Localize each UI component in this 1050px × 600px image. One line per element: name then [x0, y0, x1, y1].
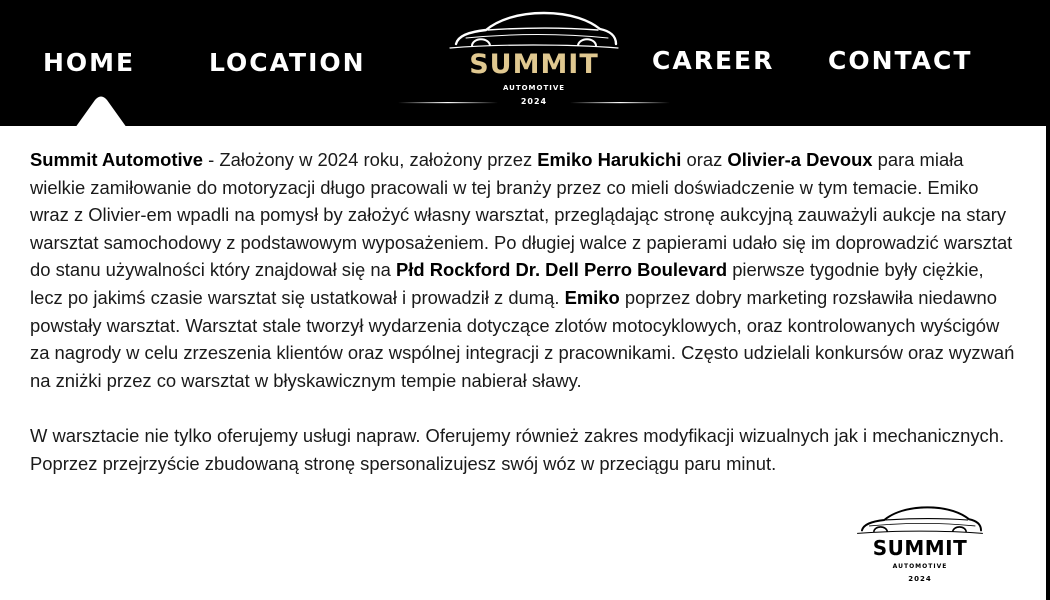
logo-subtitle: AUTOMOTIVE	[502, 84, 566, 92]
nav-location-link[interactable]: LOCATION	[209, 48, 366, 77]
company-name: Summit Automotive	[30, 149, 204, 170]
logo-wordmark: SUMMIT	[469, 49, 599, 80]
footer-logo-subtitle: AUTOMOTIVE	[892, 563, 948, 570]
logo-year: 2024	[520, 97, 548, 106]
text-fragment: oraz	[681, 149, 728, 170]
footer-logo-year: 2024	[908, 575, 932, 583]
site-header	[0, 0, 1050, 126]
text-fragment: - Założony w 2024 roku, założony przez	[203, 149, 538, 170]
founder-name-emiko: Emiko Harukichi	[537, 149, 682, 170]
text-fragment: pierwsze tygodnie były ciężkie, lecz po jakimś czasie warsztat się ustatkował i prowadził z dumą.	[30, 259, 984, 308]
workshop-address: Płd Rockford Dr. Dell Perro Boulevard	[395, 259, 728, 281]
page-right-border	[1046, 124, 1050, 600]
text-fragment: para miała wielkie zamiłowanie do motoryzacji długo pracowali w tej branży przez co mieli doświadczenie w tym temacie. Emiko wraz z Olivier-em wpadli na pomysł by założyć własny warsztat, przeglądając stronę aukcyjną zauważyli aukcje na stary warsztat samochodowy z podstawowym wyposażeniem. Po długiej walce z papierami udało się im doprowadzić warsztat do stanu używalności który znajdował się na	[30, 149, 1013, 281]
nav-home-link[interactable]: HOME	[43, 48, 136, 77]
sports-car-silhouette-icon	[448, 8, 620, 52]
nav-contact-link[interactable]: CONTACT	[828, 46, 973, 75]
about-paragraph-services: W warsztacie nie tylko oferujemy usługi napraw. Oferujemy również zakres modyfikacji wizualnych jak i mechanicznych. Poprzez przejrzyście zbudowaną stronę spersonalizujesz swój wóz w przeciągu paru minut.	[30, 424, 1005, 474]
sports-car-silhouette-icon	[856, 502, 984, 538]
summit-logo[interactable]	[398, 6, 670, 114]
about-section	[30, 146, 1020, 477]
about-paragraph-history	[30, 146, 1020, 394]
triangle-up-icon	[75, 94, 127, 128]
text-fragment: poprzez dobry marketing rozsławiła niedawno powstały warsztat. Warsztat stale tworzył wydarzenia dotyczące zlotów motocyklowych, oraz kontrolowanych wyścigów za nagrody w celu zrzeszenia klientów oraz wspólnej integracji z pracownikami. Często udzielali konkursów oraz wyzwań na zniżki przez co warsztat w błyskawicznym tempie nabierał sławy.	[30, 286, 1015, 391]
founder-name-olivier: Olivier-a Devoux	[727, 149, 873, 170]
nav-career-link[interactable]: CAREER	[652, 46, 775, 75]
footer-summit-logo	[850, 502, 990, 586]
footer-logo-wordmark: SUMMIT	[872, 536, 968, 560]
founder-name-emiko-2: Emiko	[564, 286, 620, 308]
